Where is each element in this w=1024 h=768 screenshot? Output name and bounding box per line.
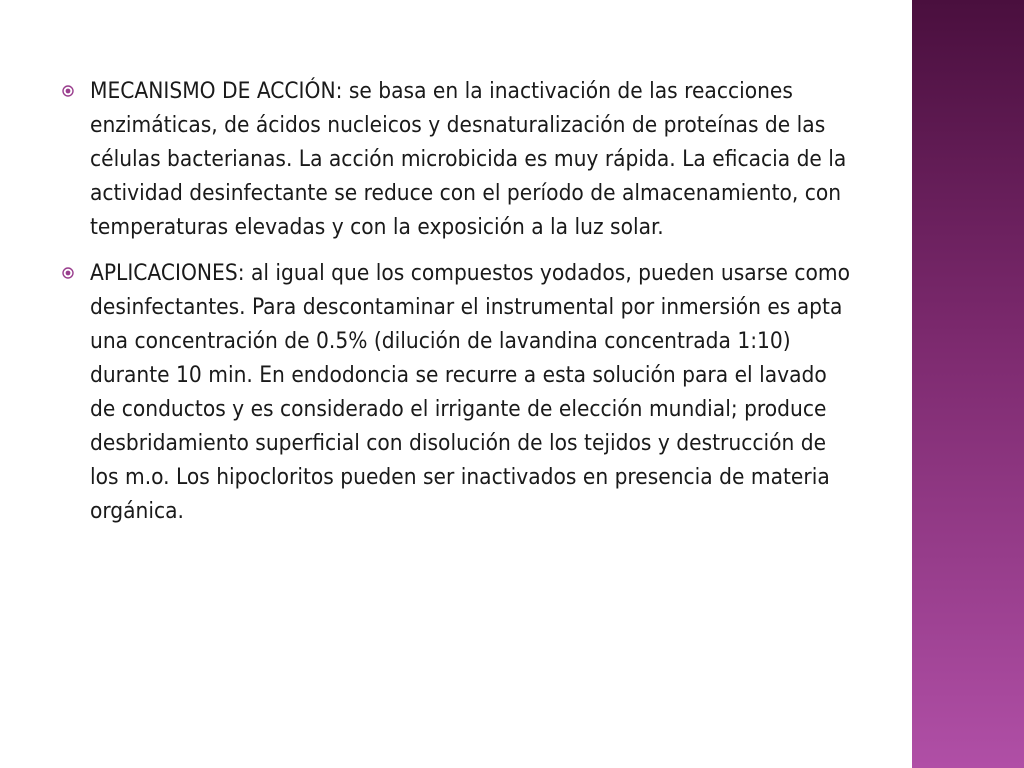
circle-bullet-icon (62, 85, 74, 97)
bullet-text: APLICACIONES: al igual que los compuestos yodados, pueden usarse como desinfectantes. Para descontaminar el instrumental por inmersión es apta una concentración de 0.5% (dilución de lavandina concentrada 1:10) durante 10 min. En endodoncia se recurre a esta solución para el lavado de conductos y es considerado el irrigante de elección mundial; produce desbridamiento superficial con disolución de los tejidos y destrucción de los m.o. Los hipocloritos pueden ser inactivados en presencia de materia orgánica. (90, 260, 851, 524)
circle-bullet-icon (62, 267, 74, 279)
slide-body (58, 74, 858, 540)
bullet-text: MECANISMO DE ACCIÓN: se basa en la inactivación de las reacciones enzimáticas, de ácidos nucleicos y desnaturalización de proteínas de las células bacterianas. La acción microbicida es muy rápida. La eficacia de la actividad desinfectante se reduce con el período de almacenamiento, con temperaturas elevadas y con la exposición a la luz solar. (90, 78, 847, 240)
decorative-side-bar (912, 0, 1024, 768)
bullet-item-aplicaciones (58, 256, 858, 528)
bullet-item-mecanismo (58, 74, 858, 244)
